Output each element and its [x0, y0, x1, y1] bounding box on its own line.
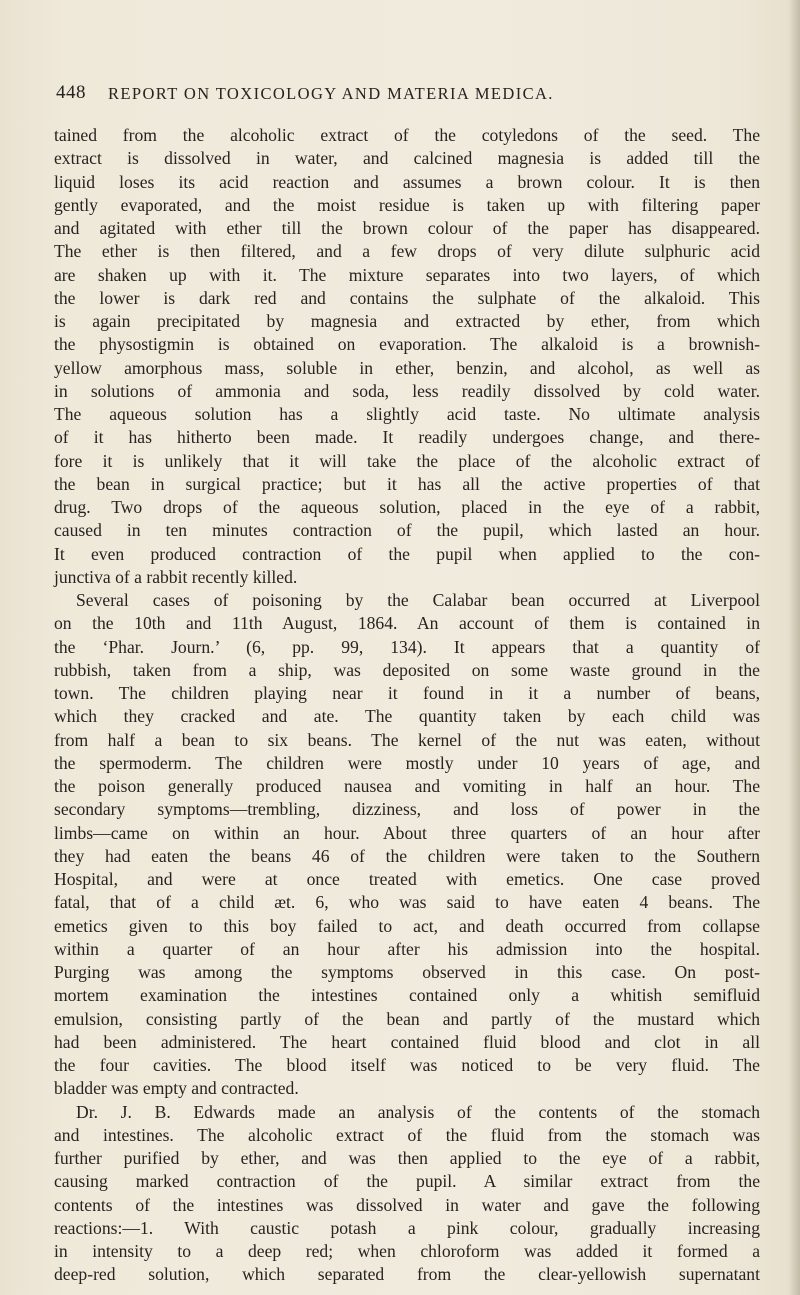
text-line: in intensity to a deep red; when chloroform was added it formed a	[54, 1241, 760, 1261]
text-line: the poison generally produced nausea and vomiting in half an hour. The	[54, 776, 760, 796]
text-line: and intestines. The alcoholic extract of the fluid from the stomach was	[54, 1124, 760, 1145]
text-line: gently evaporated, and the moist residue is taken up with filtering paper	[54, 194, 760, 215]
text-line: town. The children playing near it found in it a number of beans,	[54, 683, 760, 703]
text-line: bladder was empty and contracted.	[54, 1078, 299, 1099]
text-line: on the 10th and 11th August, 1864. An account of them is contained in	[54, 613, 760, 634]
text-line: the lower is dark red and contains the sulphate of the alkaloid. This	[54, 287, 760, 308]
text-line: The aqueous solution has a slightly acid taste. No ultimate analysis	[54, 404, 760, 424]
text-line: drug. Two drops of the aqueous solution, placed in the eye of a rabbit,	[54, 497, 760, 517]
text-line: are shaken up with it. The mixture separates into two layers, of which	[54, 264, 760, 285]
text-line: the spermoderm. The children were mostly under 10 years of age, and	[54, 752, 760, 773]
text-line: reactions:—1. With caustic potash a pink colour, gradually increasing	[54, 1217, 760, 1238]
text-line: limbs—came on within an hour. About three quarters of an hour after	[54, 822, 760, 843]
running-head: REPORT ON TOXICOLOGY AND MATERIA MEDICA.	[108, 84, 554, 103]
text-line: had been administered. The heart contained fluid blood and clot in all	[54, 1031, 760, 1052]
text-line: liquid loses its acid reaction and assumes a brown colour. It is then	[54, 171, 760, 192]
body-text	[54, 124, 760, 1287]
text-line: of it has hitherto been made. It readily undergoes change, and there-	[54, 427, 760, 448]
text-line: the ‘Phar. Journ.’ (6, pp. 99, 134). It appears that a quantity of	[54, 636, 760, 657]
text-line: emetics given to this boy failed to act, and death occurred from collapse	[54, 915, 760, 936]
text-line: mortem examination the intestines contained only a whitish semifluid	[54, 985, 760, 1006]
text-line: The ether is then filtered, and a few drops of very dilute sulphuric acid	[54, 241, 760, 262]
page-header	[56, 82, 756, 110]
text-line: caused in ten minutes contraction of the pupil, which lasted an hour.	[54, 520, 760, 541]
text-line: is again precipitated by magnesia and extracted by ether, from which	[54, 311, 760, 331]
text-line: fatal, that of a child æt. 6, who was said to have eaten 4 beans. The	[54, 892, 760, 913]
text-line: Dr. J. B. Edwards made an analysis of the contents of the stomach	[76, 1101, 760, 1122]
text-line: from half a bean to six beans. The kernel of the nut was eaten, without	[54, 729, 760, 750]
text-line: which they cracked and ate. The quantity taken by each child was	[54, 706, 760, 727]
text-line: in solutions of ammonia and soda, less readily dissolved by cold water.	[54, 380, 760, 401]
text-line: the bean in surgical practice; but it has all the active properties of that	[54, 473, 760, 494]
page-number: 448	[56, 82, 86, 103]
text-line: within a quarter of an hour after his admission into the hospital.	[54, 938, 760, 959]
text-line: emulsion, consisting partly of the bean and partly of the mustard which	[54, 1008, 760, 1029]
text-line: rubbish, taken from a ship, was deposited on some waste ground in the	[54, 659, 760, 680]
text-line: It even produced contraction of the pupil when applied to the con-	[54, 543, 760, 564]
text-line: they had eaten the beans 46 of the children were taken to the Southern	[54, 845, 760, 866]
text-line: junctiva of a rabbit recently killed.	[54, 566, 298, 587]
page-edge-shadow	[788, 0, 800, 1295]
text-line: Purging was among the symptoms observed in this case. On post-	[54, 962, 760, 982]
text-line: the physostigmin is obtained on evaporation. The alkaloid is a brownish-	[54, 334, 760, 355]
text-line: causing marked contraction of the pupil. A similar extract from the	[54, 1171, 760, 1192]
text-line: deep-red solution, which separated from the clear-yellowish supernatant	[54, 1264, 760, 1285]
text-line: and agitated with ether till the brown colour of the paper has disappeared.	[54, 218, 760, 238]
text-line: Several cases of poisoning by the Calabar bean occurred at Liverpool	[76, 590, 760, 610]
text-line: contents of the intestines was dissolved in water and gave the following	[54, 1194, 760, 1215]
text-line: tained from the alcoholic extract of the cotyledons of the seed. The	[54, 125, 760, 145]
text-line: yellow amorphous mass, soluble in ether, benzin, and alcohol, as well as	[54, 357, 760, 378]
text-line: Hospital, and were at once treated with emetics. One case proved	[54, 869, 760, 889]
text-line: fore it is unlikely that it will take the place of the alcoholic extract of	[54, 450, 760, 471]
text-line: further purified by ether, and was then applied to the eye of a rabbit,	[54, 1148, 760, 1168]
text-line: the four cavities. The blood itself was noticed to be very fluid. The	[54, 1055, 760, 1075]
text-line: secondary symptoms—trembling, dizziness, and loss of power in the	[54, 799, 760, 820]
text-line: extract is dissolved in water, and calcined magnesia is added till the	[54, 148, 760, 169]
